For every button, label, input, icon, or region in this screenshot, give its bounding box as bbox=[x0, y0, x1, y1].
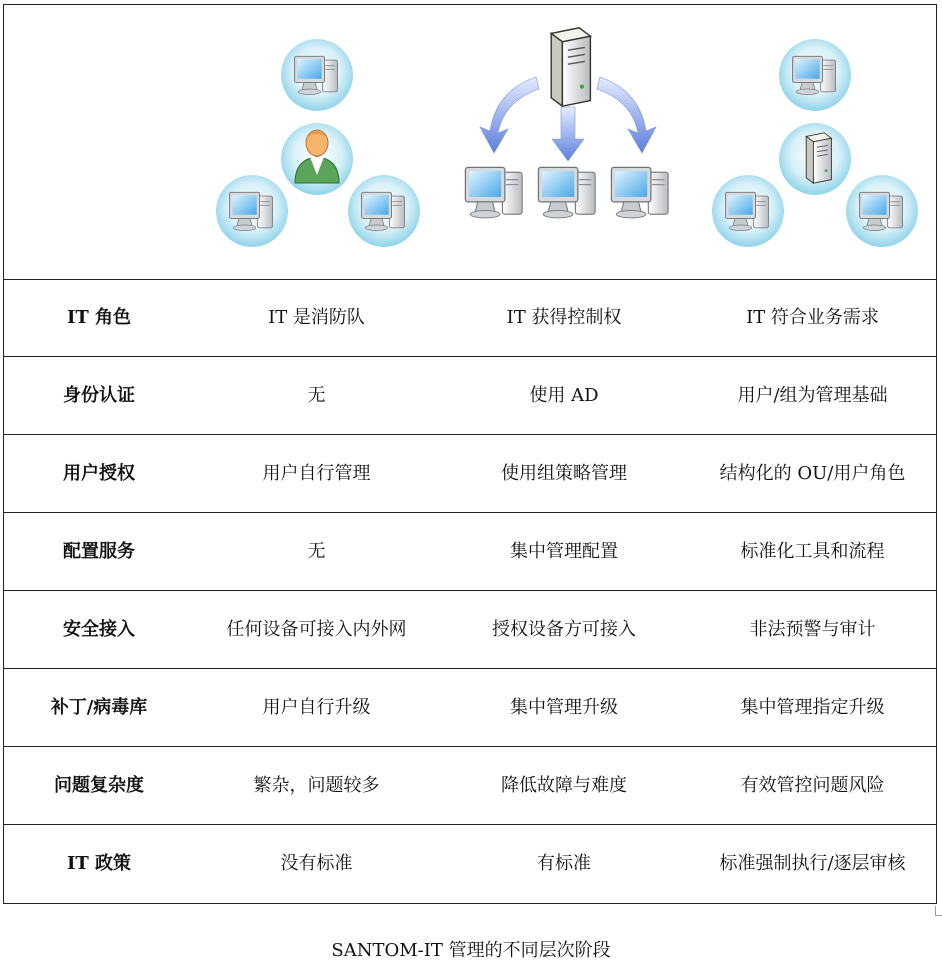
stage1-cell: 繁杂，问题较多 bbox=[253, 775, 380, 796]
stage2-cell: 集中管理配置 bbox=[510, 541, 618, 562]
stage1-cell: 用户自行管理 bbox=[262, 463, 371, 484]
corner-mark bbox=[935, 906, 942, 916]
table-row bbox=[4, 825, 936, 903]
server-icon bbox=[551, 28, 590, 106]
arrow-icon bbox=[552, 107, 584, 161]
stage-illustrations bbox=[4, 5, 936, 279]
table-row bbox=[4, 279, 936, 357]
stage1-cell: 用户自行升级 bbox=[262, 697, 371, 718]
stage1-cell: 任何设备可接入内外网 bbox=[226, 619, 407, 640]
table-row bbox=[4, 591, 936, 669]
row-label: IT 角色 bbox=[66, 307, 132, 328]
row-label: IT 政策 bbox=[66, 853, 132, 874]
stage1-cell: IT 是消防队 bbox=[268, 307, 365, 328]
computer-icon bbox=[611, 167, 668, 218]
stage3-cell: 结构化的 OU/用户角色 bbox=[719, 463, 906, 484]
table-row bbox=[4, 669, 936, 747]
stage3-cell: 集中管理指定升级 bbox=[740, 697, 885, 718]
stage-comparison-table bbox=[3, 4, 937, 904]
computer-icon bbox=[538, 167, 595, 218]
arrow-icon bbox=[480, 77, 539, 153]
stage2-group bbox=[465, 28, 668, 218]
stage3-cell: 标准化工具和流程 bbox=[740, 541, 885, 562]
arrow-icon bbox=[597, 77, 656, 153]
illustration-header bbox=[4, 5, 936, 280]
stage3-cell: 标准强制执行/逐层审核 bbox=[719, 853, 906, 874]
stage3-cell: 有效管控问题风险 bbox=[740, 775, 885, 796]
server-icon bbox=[806, 133, 831, 183]
stage2-cell: 使用组策略管理 bbox=[501, 463, 627, 484]
figure-caption: SANTOM-IT 管理的不同层次阶段 bbox=[331, 940, 611, 961]
computer-icon bbox=[465, 167, 522, 218]
stage1-group bbox=[216, 39, 420, 247]
stage2-cell: IT 获得控制权 bbox=[506, 307, 622, 328]
stage2-cell: 使用 AD bbox=[529, 385, 599, 406]
table-row bbox=[4, 435, 936, 513]
stage2-cell: 有标准 bbox=[537, 853, 591, 874]
row-label: 配置服务 bbox=[63, 541, 135, 562]
stage1-cell: 无 bbox=[307, 385, 326, 406]
stage2-cell: 授权设备方可接入 bbox=[492, 619, 636, 640]
table-row bbox=[4, 747, 936, 825]
stage2-cell: 降低故障与难度 bbox=[501, 775, 627, 796]
row-label: 安全接入 bbox=[63, 619, 135, 640]
row-label: 补丁/病毒库 bbox=[50, 697, 148, 718]
stage3-cell: 用户/组为管理基础 bbox=[737, 385, 888, 406]
stage3-cell: IT 符合业务需求 bbox=[746, 307, 879, 328]
row-label: 问题复杂度 bbox=[54, 775, 144, 796]
stage3-group bbox=[712, 39, 918, 247]
stage3-cell: 非法预警与审计 bbox=[749, 619, 876, 640]
row-label: 身份认证 bbox=[63, 385, 135, 406]
stage1-cell: 无 bbox=[307, 541, 326, 562]
table-row bbox=[4, 357, 936, 435]
table-row bbox=[4, 513, 936, 591]
row-label: 用户授权 bbox=[63, 463, 135, 484]
stage1-cell: 没有标准 bbox=[280, 853, 353, 874]
stage2-cell: 集中管理升级 bbox=[510, 697, 618, 718]
